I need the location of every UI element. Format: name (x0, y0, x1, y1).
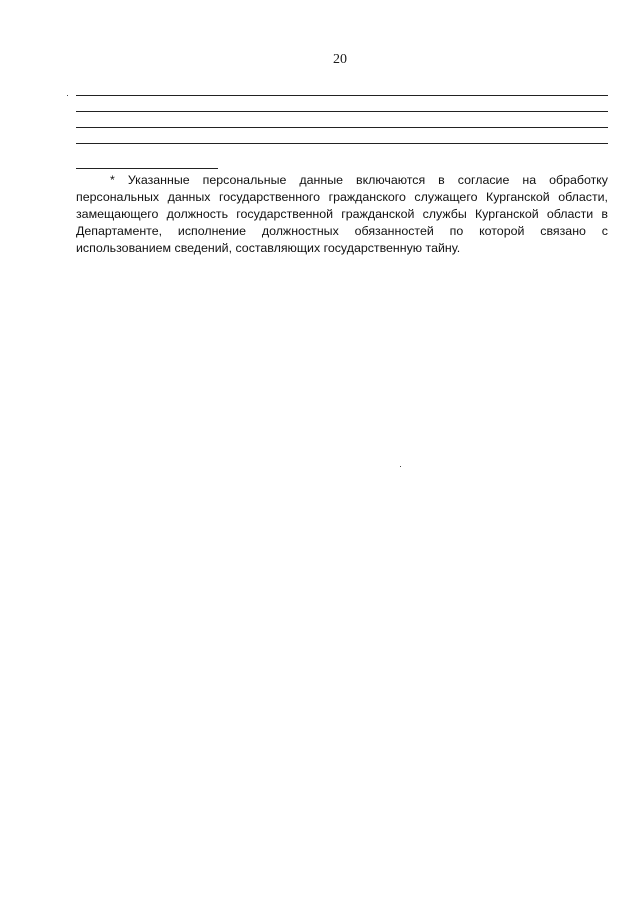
blank-fill-line (76, 95, 608, 96)
page-number: 20 (333, 52, 347, 67)
scan-speck (400, 466, 401, 467)
blank-fill-line (76, 111, 608, 112)
scan-speck (67, 95, 68, 96)
blank-fill-line (76, 143, 608, 144)
blank-fill-line (76, 127, 608, 128)
footnote-separator (76, 168, 218, 169)
footnote-text: * Указанные персональные данные включаются в согласие на обработку персональных данных государственного гражданского служащего Курганской области, замещающего должность государственной гражданской службы Курганской области в Департаменте, исполнение должностных обязанностей по которой связано с использованием сведений, составляющих государственную тайну. (76, 173, 608, 255)
